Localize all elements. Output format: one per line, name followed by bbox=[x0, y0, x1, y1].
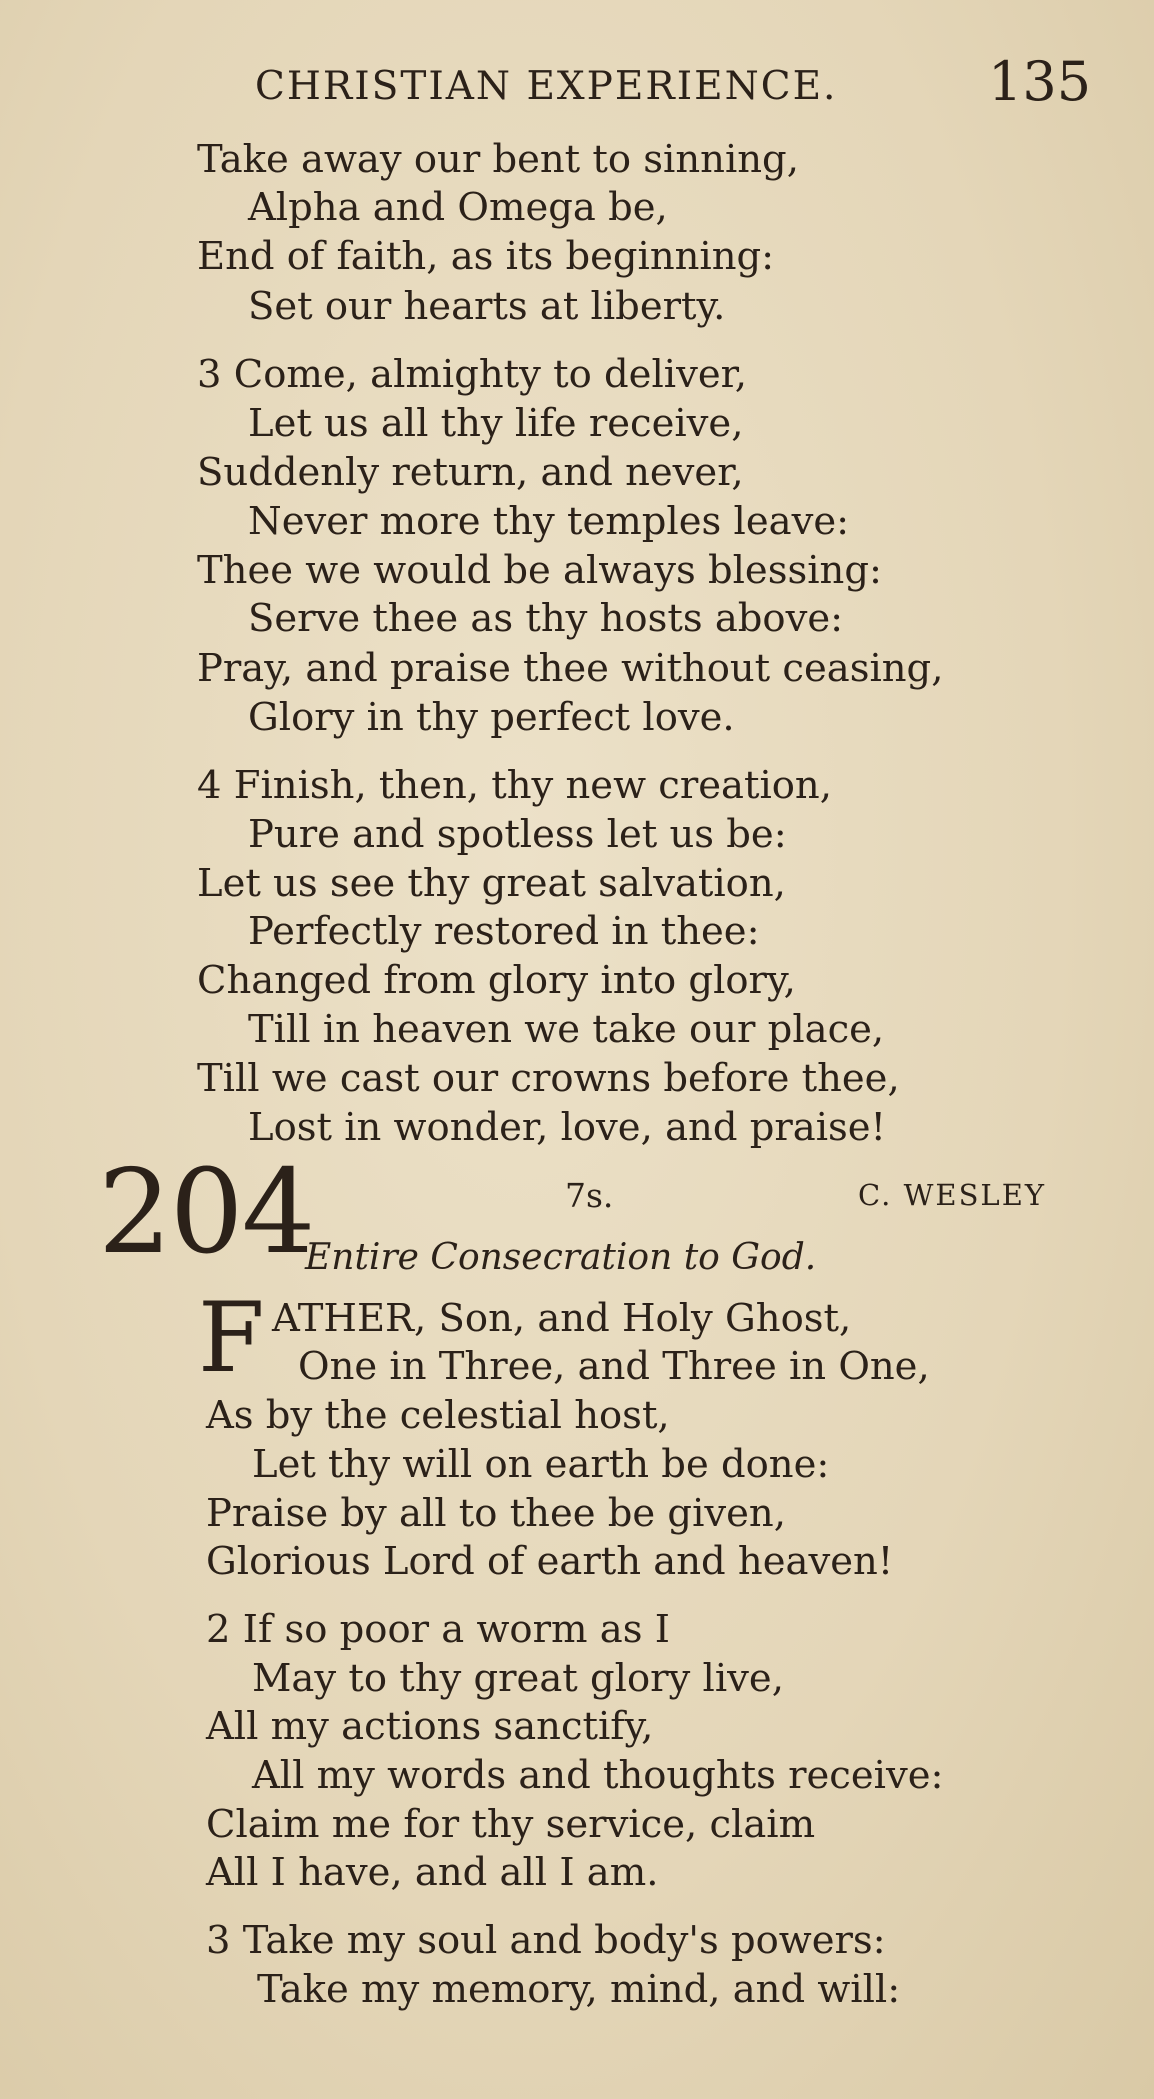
verse-line: Never more thy temples leave: bbox=[248, 499, 850, 544]
verse-line: All I have, and all I am. bbox=[206, 1850, 659, 1895]
hymn-number: 204 bbox=[98, 1145, 314, 1280]
verse-line: Set our hearts at liberty. bbox=[248, 284, 726, 329]
verse-line: Pure and spotless let us be: bbox=[248, 812, 787, 857]
verse-line: Serve thee as thy hosts above: bbox=[248, 596, 844, 641]
stanza-number: 3 bbox=[206, 1918, 231, 1963]
verse-line bbox=[206, 1918, 886, 1963]
verse-line: One in Three, and Three in One, bbox=[298, 1344, 930, 1389]
verse-line: All my actions sanctify, bbox=[206, 1704, 654, 1749]
verse-line: Glorious Lord of earth and heaven! bbox=[206, 1539, 894, 1584]
verse-line: Glory in thy perfect love. bbox=[248, 695, 735, 740]
verse-line: Suddenly return, and never, bbox=[197, 450, 744, 495]
verse-line bbox=[197, 352, 748, 397]
stanza-first-line: Come, almighty to deliver, bbox=[233, 352, 748, 397]
verse-line: Changed from glory into glory, bbox=[197, 958, 796, 1003]
verse-line: Perfectly restored in thee: bbox=[248, 909, 760, 954]
verse-line: Thee we would be always blessing: bbox=[197, 548, 882, 593]
hymn-title: Entire Consecration to God. bbox=[305, 1237, 817, 1278]
stanza-number: 4 bbox=[197, 763, 222, 808]
verse-line bbox=[197, 763, 832, 808]
verse-line: Take my memory, mind, and will: bbox=[257, 1967, 901, 2012]
verse-line: Let us see thy great salvation, bbox=[197, 861, 786, 906]
verse-line: May to thy great glory live, bbox=[252, 1656, 784, 1701]
stanza-first-line: Take my soul and body's powers: bbox=[242, 1918, 886, 1963]
stanza-number: 3 bbox=[197, 352, 222, 397]
verse-line: Pray, and praise thee without ceasing, bbox=[197, 646, 944, 691]
verse-line: Take away our bent to sinning, bbox=[197, 137, 799, 182]
verse-line: Praise by all to thee be given, bbox=[206, 1491, 786, 1536]
verse-line bbox=[206, 1607, 670, 1652]
verse-line: Till we cast our crowns before thee, bbox=[197, 1056, 900, 1101]
drop-cap: F bbox=[198, 1282, 265, 1394]
verse-line: All my words and thoughts receive: bbox=[252, 1753, 944, 1798]
page-header bbox=[0, 50, 1154, 120]
verse-line: Till in heaven we take our place, bbox=[248, 1007, 885, 1052]
verse-line: ATHER, Son, and Holy Ghost, bbox=[272, 1296, 852, 1341]
verse-line: End of faith, as its beginning: bbox=[197, 234, 775, 279]
page-number: 135 bbox=[988, 50, 1092, 113]
verse-line: Let thy will on earth be done: bbox=[252, 1442, 830, 1487]
stanza-number: 2 bbox=[206, 1607, 231, 1652]
running-title: CHRISTIAN EXPERIENCE. bbox=[255, 64, 838, 109]
verse-line: Claim me for thy service, claim bbox=[206, 1802, 816, 1847]
verse-line: Lost in wonder, love, and praise! bbox=[248, 1105, 887, 1150]
stanza-first-line: Finish, then, thy new creation, bbox=[233, 763, 832, 808]
hymn-meter: 7s. bbox=[565, 1176, 614, 1215]
verse-line: As by the celestial host, bbox=[206, 1393, 670, 1438]
verse-line: Let us all thy life receive, bbox=[248, 401, 744, 446]
hymn-author: C. WESLEY bbox=[858, 1178, 1047, 1212]
verse-line: Alpha and Omega be, bbox=[248, 185, 668, 230]
stanza-first-line: If so poor a worm as I bbox=[242, 1607, 670, 1652]
